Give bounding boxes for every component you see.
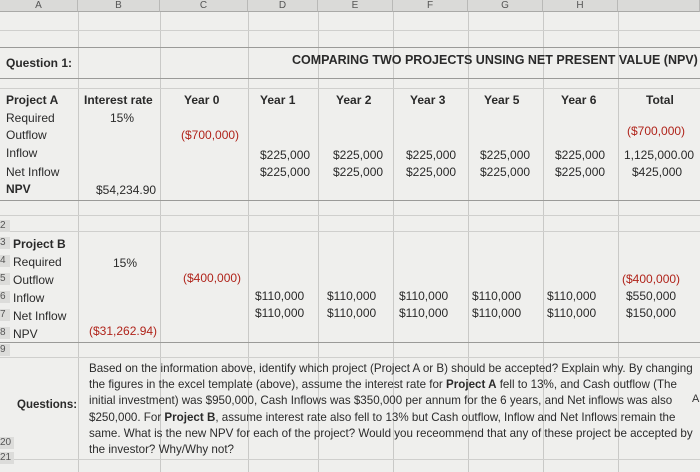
- required-label: Required: [13, 255, 62, 269]
- total-header: Total: [646, 93, 674, 107]
- required-label: Required: [6, 111, 55, 125]
- project-a-net-year2[interactable]: $225,000: [333, 165, 384, 179]
- column-header-f[interactable]: F: [393, 0, 468, 12]
- gridline: [0, 231, 700, 232]
- column-header-a[interactable]: A: [0, 0, 78, 12]
- year0-header: Year 0: [184, 93, 220, 107]
- project-a-inflow-year3[interactable]: $225,000: [406, 148, 457, 162]
- project-a-net-total[interactable]: $425,000: [632, 165, 683, 179]
- column-header-e[interactable]: E: [318, 0, 393, 12]
- project-b-outflow-total[interactable]: ($400,000): [622, 272, 681, 286]
- project-b-rate[interactable]: 15%: [113, 256, 138, 270]
- project-a-inflow-total[interactable]: 1,125,000.00: [624, 148, 695, 162]
- questions-text-bold: Project B: [164, 410, 216, 424]
- outflow-label: Outflow: [13, 273, 54, 287]
- npv-label: NPV: [13, 327, 38, 341]
- question-label: Question 1:: [6, 56, 73, 70]
- edge-column-letter: A: [692, 393, 700, 405]
- project-b-inflow-year3[interactable]: $110,000: [399, 289, 449, 303]
- row-number[interactable]: 9: [0, 344, 10, 356]
- year3-header: Year 3: [410, 93, 446, 107]
- column-header-b[interactable]: B: [78, 0, 160, 12]
- project-b-net-year1[interactable]: $110,000: [255, 306, 305, 320]
- project-b-inflow-year6[interactable]: $110,000: [547, 289, 597, 303]
- questions-text[interactable]: [89, 361, 693, 458]
- column-header-i[interactable]: [618, 0, 700, 12]
- project-a-outflow-year0[interactable]: ($700,000): [181, 128, 240, 142]
- sheet-title: COMPARING TWO PROJECTS UNSING NET PRESENT VALUE (NPV): [292, 53, 698, 67]
- project-a-net-year3[interactable]: $225,000: [406, 165, 457, 179]
- project-b-header: Project B: [13, 237, 66, 251]
- row-number[interactable]: 4: [0, 255, 10, 267]
- row-number[interactable]: 6: [0, 291, 10, 303]
- net-inflow-label: Net Inflow: [13, 309, 67, 323]
- questions-text-bold: Project A: [446, 378, 497, 392]
- project-a-inflow-year6[interactable]: $225,000: [555, 148, 606, 162]
- project-b-net-year2[interactable]: $110,000: [327, 306, 377, 320]
- project-b-inflow-year2[interactable]: $110,000: [327, 289, 377, 303]
- project-a-inflow-year2[interactable]: $225,000: [333, 148, 384, 162]
- gridline: [0, 30, 700, 31]
- project-a-net-year1[interactable]: $225,000: [260, 165, 311, 179]
- row-number[interactable]: 2: [0, 220, 10, 232]
- row-number[interactable]: 7: [0, 309, 10, 321]
- project-a-outflow-total[interactable]: ($700,000): [627, 124, 686, 138]
- year2-header: Year 2: [336, 93, 372, 107]
- project-a-inflow-year1[interactable]: $225,000: [260, 148, 311, 162]
- row-number[interactable]: 8: [0, 327, 10, 339]
- questions-text-part: Based on the information above, identify which project (Project A or B) should be accepted? Explain why. By changing the figures in the excel template (above), assume the interest rate for: [89, 362, 693, 392]
- project-a-net-year6[interactable]: $225,000: [555, 165, 606, 179]
- column-header-g[interactable]: G: [468, 0, 543, 12]
- gridline: [0, 357, 700, 358]
- project-b-net-year3[interactable]: $110,000: [399, 306, 449, 320]
- project-a-npv-value[interactable]: $54,234.90: [96, 183, 157, 197]
- project-b-inflow-total[interactable]: $550,000: [626, 289, 677, 303]
- row-number[interactable]: 20: [0, 437, 14, 449]
- gridline: [0, 200, 700, 201]
- project-a-header: Project A: [6, 93, 59, 107]
- project-a-net-year5[interactable]: $225,000: [480, 165, 531, 179]
- inflow-label: Inflow: [13, 291, 45, 305]
- inflow-label: Inflow: [6, 146, 38, 160]
- column-header-h[interactable]: H: [543, 0, 618, 12]
- row-number[interactable]: 21: [0, 452, 14, 464]
- questions-text-part: fell to 13%, and Cash outflow (The initial investment) was $950,000, Cash Inflows was $350,000 per annum for the 6 years, and Net inflows was also $250,000. For: [89, 378, 677, 424]
- questions-text-part: , assume interest rate also fell to 13% but Cash outflow, Inflow and Net Inflows remain the same. What is the new NPV for each of the project? Would you receommend that any of these project be accepted by the investor? Why/Why not?: [89, 410, 693, 457]
- year6-header: Year 6: [561, 93, 597, 107]
- gridline: [0, 215, 700, 216]
- project-b-net-total[interactable]: $150,000: [626, 306, 677, 320]
- npv-label: NPV: [6, 182, 31, 196]
- gridline: [0, 342, 700, 343]
- row-number[interactable]: 3: [0, 237, 10, 249]
- gridline: [0, 88, 700, 89]
- gridline: [0, 459, 700, 460]
- project-b-inflow-year1[interactable]: $110,000: [255, 289, 305, 303]
- column-header-d[interactable]: D: [248, 0, 318, 12]
- project-b-inflow-year5[interactable]: $110,000: [472, 289, 522, 303]
- questions-label: Questions:: [17, 399, 78, 411]
- year1-header: Year 1: [260, 93, 296, 107]
- gridline: [0, 78, 700, 79]
- gridline: [0, 47, 700, 48]
- project-b-outflow-year0[interactable]: ($400,000): [183, 271, 242, 285]
- outflow-label: Outflow: [6, 128, 47, 142]
- net-inflow-label: Net Inflow: [6, 165, 60, 179]
- gridline: [78, 12, 79, 472]
- year5-header: Year 5: [484, 93, 520, 107]
- project-a-inflow-year5[interactable]: $225,000: [480, 148, 531, 162]
- column-header-c[interactable]: C: [160, 0, 248, 12]
- interest-rate-header: Interest rate: [84, 93, 153, 107]
- project-b-net-year5[interactable]: $110,000: [472, 306, 522, 320]
- project-b-npv-value[interactable]: ($31,262.94): [89, 324, 158, 338]
- project-a-rate[interactable]: 15%: [110, 111, 135, 125]
- project-b-net-year6[interactable]: $110,000: [547, 306, 597, 320]
- row-number[interactable]: 5: [0, 273, 10, 285]
